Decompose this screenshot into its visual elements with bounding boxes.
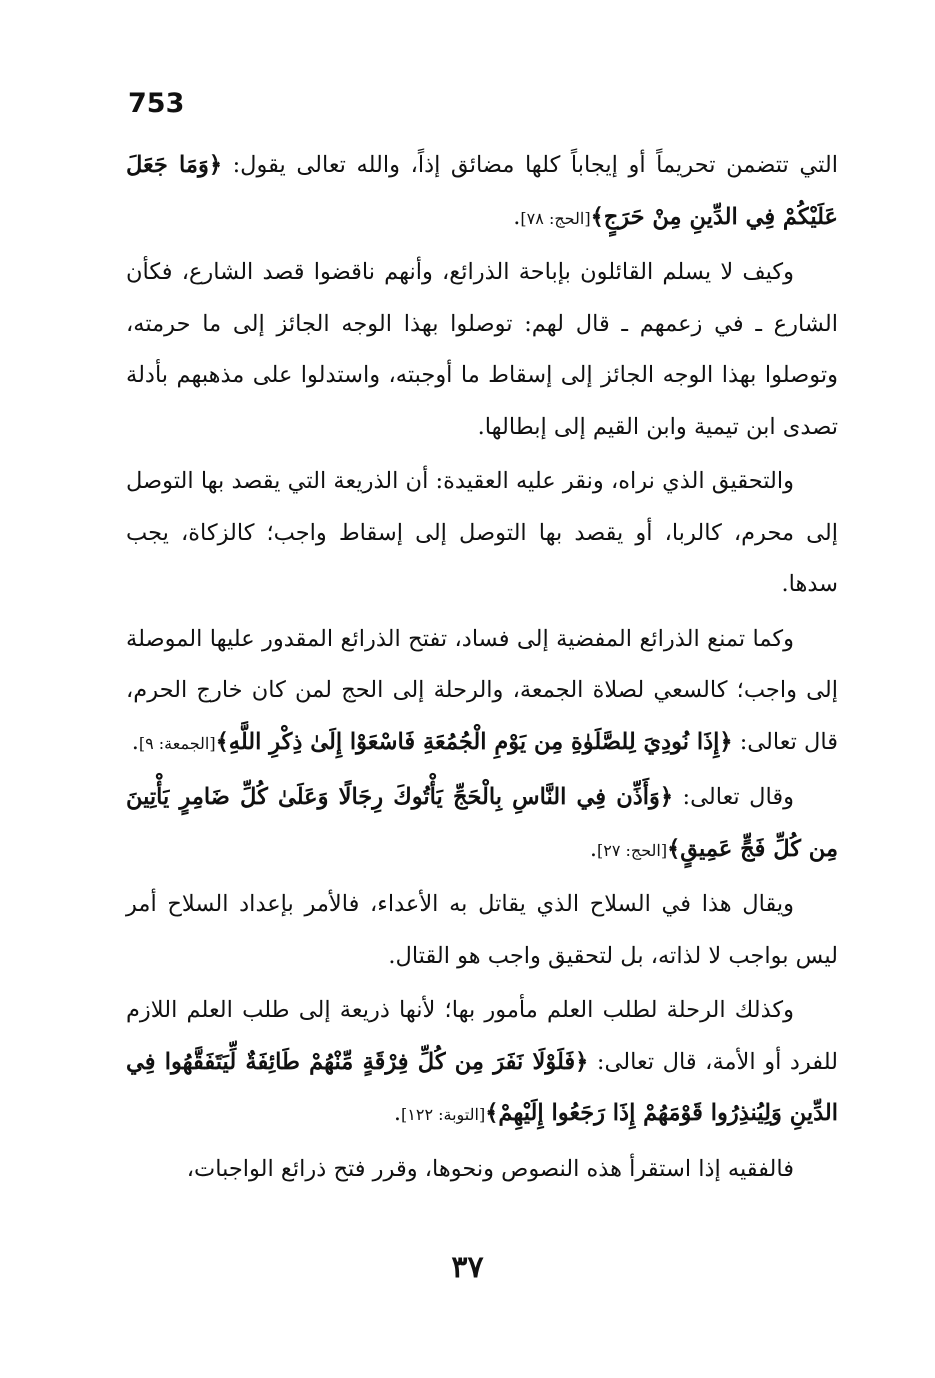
paragraph-7-end: . <box>393 1100 401 1126</box>
paragraph-6 <box>126 879 838 982</box>
paragraph-3-text: والتحقيق الذي نراه، ونقر عليه العقيدة: أن الذريعة التي يقصد بها التوصل إلى محرم، كالربا، أو يقصد بها التوصل إلى إسقاط واجب؛ كالزكاة، يجب سدها. <box>126 468 838 597</box>
verse-reference-4: [التوبة: ١٢٢] <box>401 1105 486 1124</box>
paragraph-3 <box>126 456 838 611</box>
paragraph-6-text: ويقال هذا في السلاح الذي يقاتل به الأعداء، فالأمر بإعداد السلاح أمر ليس بواجب لا لذاته، بل لتحقيق واجب هو القتال. <box>126 891 838 969</box>
paragraph-1 <box>126 140 838 244</box>
paragraph-5-end: . <box>589 835 597 862</box>
paragraph-1-text: التي تتضمن تحريماً أو إيجاباً كلها مضائق إذاً، والله تعالى يقول: <box>222 152 838 178</box>
paragraph-4-text: وكما تمنع الذرائع المفضية إلى فساد، تفتح الذرائع المقدور عليها الموصلة إلى واجب؛ كالسعي لصلاة الجمعة، والرحلة إلى الحج لمن كان خارج الحرم، قال تعالى: <box>126 625 838 755</box>
paragraph-8 <box>126 1144 838 1196</box>
quran-verse-3: ﴿وَأَذِّن فِي النَّاسِ بِالْحَجِّ يَأْتُوكَ رِجَالًا وَعَلَىٰ كُلِّ ضَامِرٍ يَأْتِينَ مِن كُلِّ فَجٍّ عَمِيقٍ﴾ <box>126 784 838 862</box>
paragraph-4 <box>126 614 838 770</box>
paragraph-1-end: . <box>513 203 521 230</box>
page-number-bottom: ٣٧ <box>451 1250 484 1285</box>
quran-verse-4: ﴿فَلَوْلَا نَفَرَ مِن كُلِّ فِرْقَةٍ مِّنْهُمْ طَائِفَةٌ لِّيَتَفَقَّهُوا فِي الدِّينِ وَلِيُنذِرُوا قَوْمَهُمْ إِذَا رَجَعُوا إِلَيْهِمْ﴾ <box>126 1048 838 1126</box>
verse-reference-1: [الحج: ٧٨] <box>520 208 591 228</box>
verse-reference-2: [الجمعة: ٩] <box>138 733 216 753</box>
verse-reference-3: [الحج: ٢٧] <box>596 840 668 860</box>
paragraph-5-text: وقال تعالى: <box>673 784 794 810</box>
paragraph-2-text: وكيف لا يسلم القائلون بإباحة الذرائع، وأنهم ناقضوا قصد الشارع، فكأن الشارع ـ في زعمهم ـ قال لهم: توصلوا بهذا الوجه الجائز إلى ما حرمته، وتوصلوا بهذا الوجه الجائز إلى إسقاط ما أوجبته، واستدلوا على مذهبهم بأدلة تصدى ابن تيمية وابن القيم إلى إبطالها. <box>126 259 838 440</box>
body-text <box>126 140 838 1198</box>
paragraph-8-text: فالفقيه إذا استقرأ هذه النصوص ونحوها، وقرر فتح ذرائع الواجبات، <box>186 1155 794 1182</box>
paragraph-7 <box>126 985 838 1141</box>
quran-verse-2: ﴿إِذَا نُودِيَ لِلصَّلَوٰةِ مِن يَوْمِ الْجُمُعَةِ فَاسْعَوْا إِلَىٰ ذِكْرِ اللَّهِ﴾ <box>215 728 733 755</box>
paragraph-5 <box>126 772 838 876</box>
paragraph-4-end: . <box>131 728 139 755</box>
quran-verse-1: ﴿وَمَا جَعَلَ عَلَيْكُمْ فِي الدِّينِ مِنْ حَرَجٍ﴾ <box>126 152 838 230</box>
page-number-top: 753 <box>128 88 185 119</box>
paragraph-2 <box>126 247 838 453</box>
paragraph-7-text: وكذلك الرحلة لطلب العلم مأمور بها؛ لأنها ذريعة إلى طلب العلم اللازم للفرد أو الأمة، قال تعالى: <box>126 997 838 1075</box>
